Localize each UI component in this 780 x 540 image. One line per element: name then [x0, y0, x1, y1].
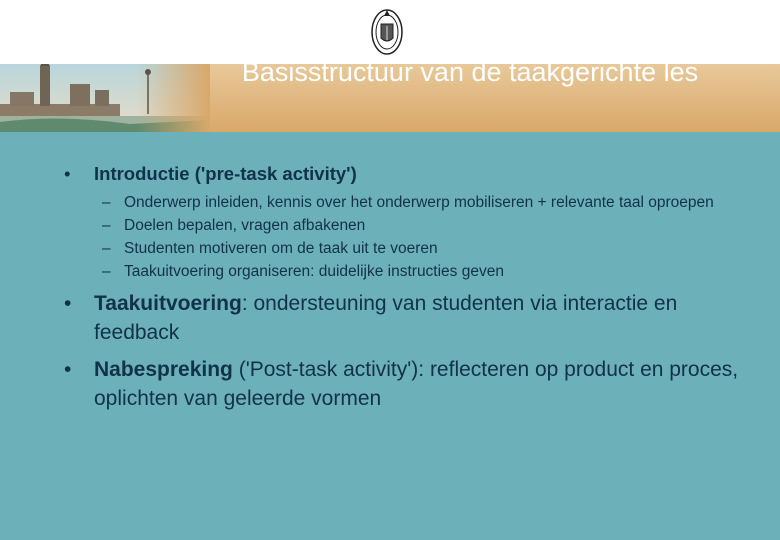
sub-item: – Doelen bepalen, vragen afbakenen — [102, 217, 366, 234]
content-panel — [0, 132, 780, 540]
bullet-dot: • — [64, 292, 72, 315]
sub-list — [94, 193, 742, 281]
bullet-dot: • — [64, 358, 72, 381]
bullet-dot: • — [64, 163, 71, 184]
bullet-bold: Taakuitvoering — [94, 292, 242, 315]
bullet-text: : ondersteuning van studenten via interactie en feedback — [94, 292, 678, 344]
bullet-taakuitvoering — [62, 289, 742, 347]
sub-item: – Taakuitvoering organiseren: duidelijke instructies geven — [102, 263, 504, 280]
slide-title: Basisstructuur van de taakgerichte les — [241, 57, 699, 87]
bullet-list — [62, 162, 742, 413]
bullet-introductie — [62, 162, 742, 281]
bullet-bold: Nabespreking — [94, 358, 233, 381]
bullet-text: ('pre-task activity') — [189, 163, 357, 184]
sub-item: – Studenten motiveren om de taak uit te voeren — [102, 240, 438, 257]
university-seal-logo — [370, 4, 404, 56]
bullet-nabespreking — [62, 355, 742, 413]
bullet-bold: Introductie — [94, 163, 190, 184]
sub-item: – Onderwerp inleiden, kennis over het onderwerp mobiliseren + relevante taal oproepen — [102, 194, 714, 211]
city-skyline-photo — [0, 64, 210, 132]
bullet-text: ('Post-task activity'): reflecteren op product en proces, oplichten van geleerde vormen — [94, 358, 739, 410]
